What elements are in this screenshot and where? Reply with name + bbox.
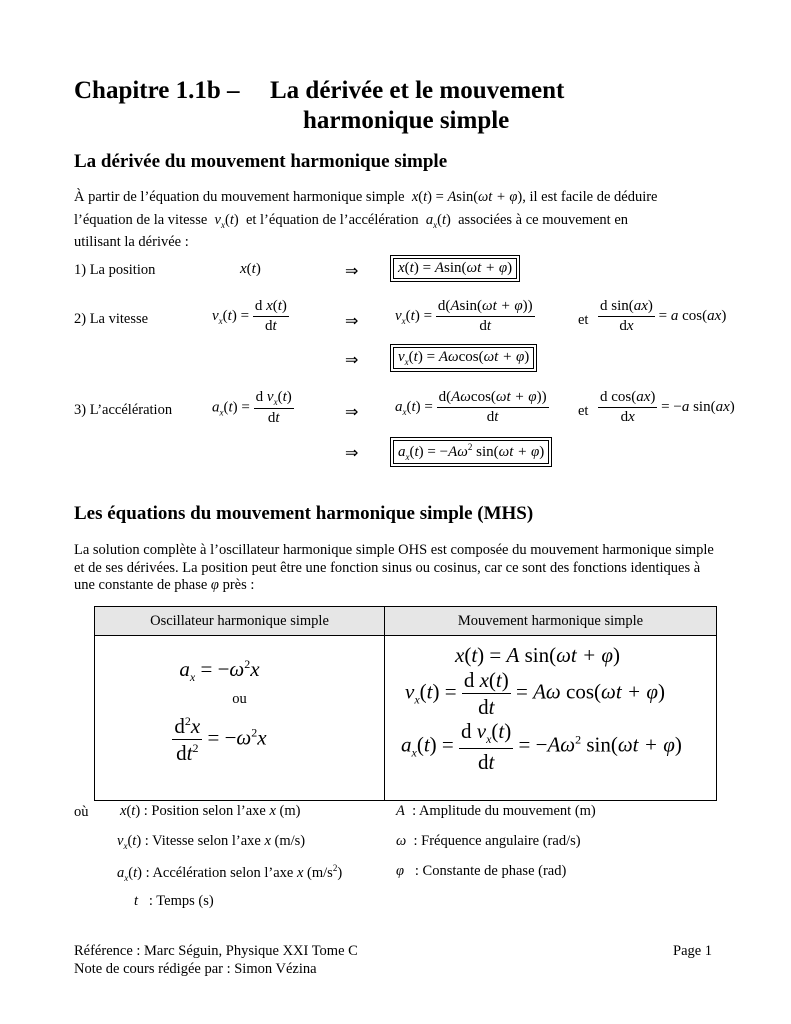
arrow-icon: ⇒: [345, 445, 359, 462]
ohs-equation-2: $\frac{d^2x}{dt^2}$ = $-\omega^2x$: [174, 714, 267, 766]
cos-derivative-rule: $\frac{\text{d cos(ax)}}{dx}$ = −a sin(ax): [600, 389, 735, 426]
mhs-table: [94, 606, 717, 801]
item-velocity-label: 2) La vitesse: [74, 311, 149, 327]
legend-a: $a_x(t)$ : Accélération selon l’axe x $(m/s^2)$: [117, 863, 343, 883]
legend-where: où: [74, 804, 89, 820]
legend-x: x(t) : Position selon l’axe x (m): [120, 803, 301, 819]
arrow-icon: ⇒: [345, 313, 359, 330]
page-title-line2: harmonique simple: [303, 107, 510, 134]
ohs-cell: [95, 636, 385, 801]
item-position-lhs: x(t): [240, 261, 261, 277]
section1-heading: La dérivée du mouvement harmonique simple: [74, 151, 448, 172]
mhs-velocity-eq: $v_x(t)$ = $\frac{\text{d x(t)}}{dt}$ = Aω cos(ωt + φ): [405, 668, 665, 720]
ou-label: ou: [232, 691, 247, 708]
mhs-cell: [385, 636, 717, 801]
title-chapter: Chapitre 1.1b –: [74, 77, 240, 104]
item-acceleration-def: $a_x(t)$ = $\frac{d v_x(t)}{dt}$: [212, 389, 292, 427]
arrow-icon: ⇒: [345, 352, 359, 369]
col-header-ohs: Oscillateur harmonique simple: [95, 607, 385, 636]
col-header-mhs: Mouvement harmonique simple: [385, 607, 717, 636]
et-label: et: [578, 312, 589, 328]
formula-position-inline: x(t) = Asin(ωt + φ): [408, 189, 523, 205]
legend-phi: φ : Constante de phase (rad): [396, 863, 567, 879]
mhs-acceleration-eq: $a_x(t)$ = $\frac{d v_x(t)}{dt}$ = $-A\omega^2$ sin(ωt + φ): [401, 719, 682, 775]
page-title: [74, 76, 240, 105]
page-number: Page 1: [673, 943, 713, 959]
section2-heading: Les équations du mouvement harmonique simple (MHS): [74, 503, 534, 524]
footer-note: Note de cours rédigée par : Simon Vézina: [74, 961, 317, 977]
result-acceleration: $a_x(t) = -A\omega^2$ sin(ωt + φ): [393, 440, 549, 464]
table-row: [95, 636, 717, 801]
item-position-label: 1) La position: [74, 262, 156, 278]
arrow-icon: ⇒: [345, 263, 359, 280]
item-velocity-def: $v_x(t)$ = $\frac{\text{d x(t)}}{dt}$: [212, 298, 287, 335]
item-acceleration-label: 3) L’accélération: [74, 402, 173, 418]
footer-reference: Référence : Marc Séguin, Physique XXI Tome C: [74, 943, 358, 959]
page-title-main: La dérivée et le mouvement: [270, 77, 565, 104]
legend-t: t : Temps (s): [134, 893, 214, 909]
mhs-position-eq: x(t) = A sin(ωt + φ): [455, 643, 621, 667]
acceleration-derivation: $a_x(t)$ = $\frac{d(A\omega\cos(\omega t + \varphi))}{dt}$: [395, 389, 547, 426]
legend-omega: ω : Fréquence angulaire (rad/s): [396, 833, 581, 849]
result-position: x(t) = Asin(ωt + φ): [393, 258, 517, 279]
et-label: et: [578, 403, 589, 419]
legend-v: $v_x(t)$ : Vitesse selon l’axe x (m/s): [117, 833, 306, 851]
arrow-icon: ⇒: [345, 404, 359, 421]
velocity-derivation: $v_x(t)$ = $\frac{d(Asin(\omega t + \varphi))}{dt}$: [395, 298, 533, 335]
ohs-equation-1: $a_x = -\omega^2x$: [179, 657, 260, 685]
section2-paragraph: La solution complète à l’oscillateur harmonique simple OHS est composée du mouvement harmonique simple et de ses dérivées. La position peut être une fonction sinus ou cosinus, car ce sont des fonctions identiques à une constante de phase φ près :: [74, 542, 714, 593]
legend-A: A : Amplitude du mouvement (m): [396, 803, 596, 819]
result-velocity: $v_x(t) = A\omega\cos(\omega t + \varphi)$: [393, 347, 534, 369]
section1-intro: À partir de l’équation du mouvement harmonique simple x(t) = Asin(ωt + φ), il est facile de déduire l’équation de la vitesse $v_x(t)$ et l’équation de l’accélération $a_x(t)$ associées à ce mouvement en utilisant la dérivée :: [74, 189, 658, 250]
table-header-row: [95, 607, 717, 636]
sin-derivative-rule: $\frac{\text{d sin(ax)}}{dx}$ = a cos(ax): [600, 298, 727, 335]
